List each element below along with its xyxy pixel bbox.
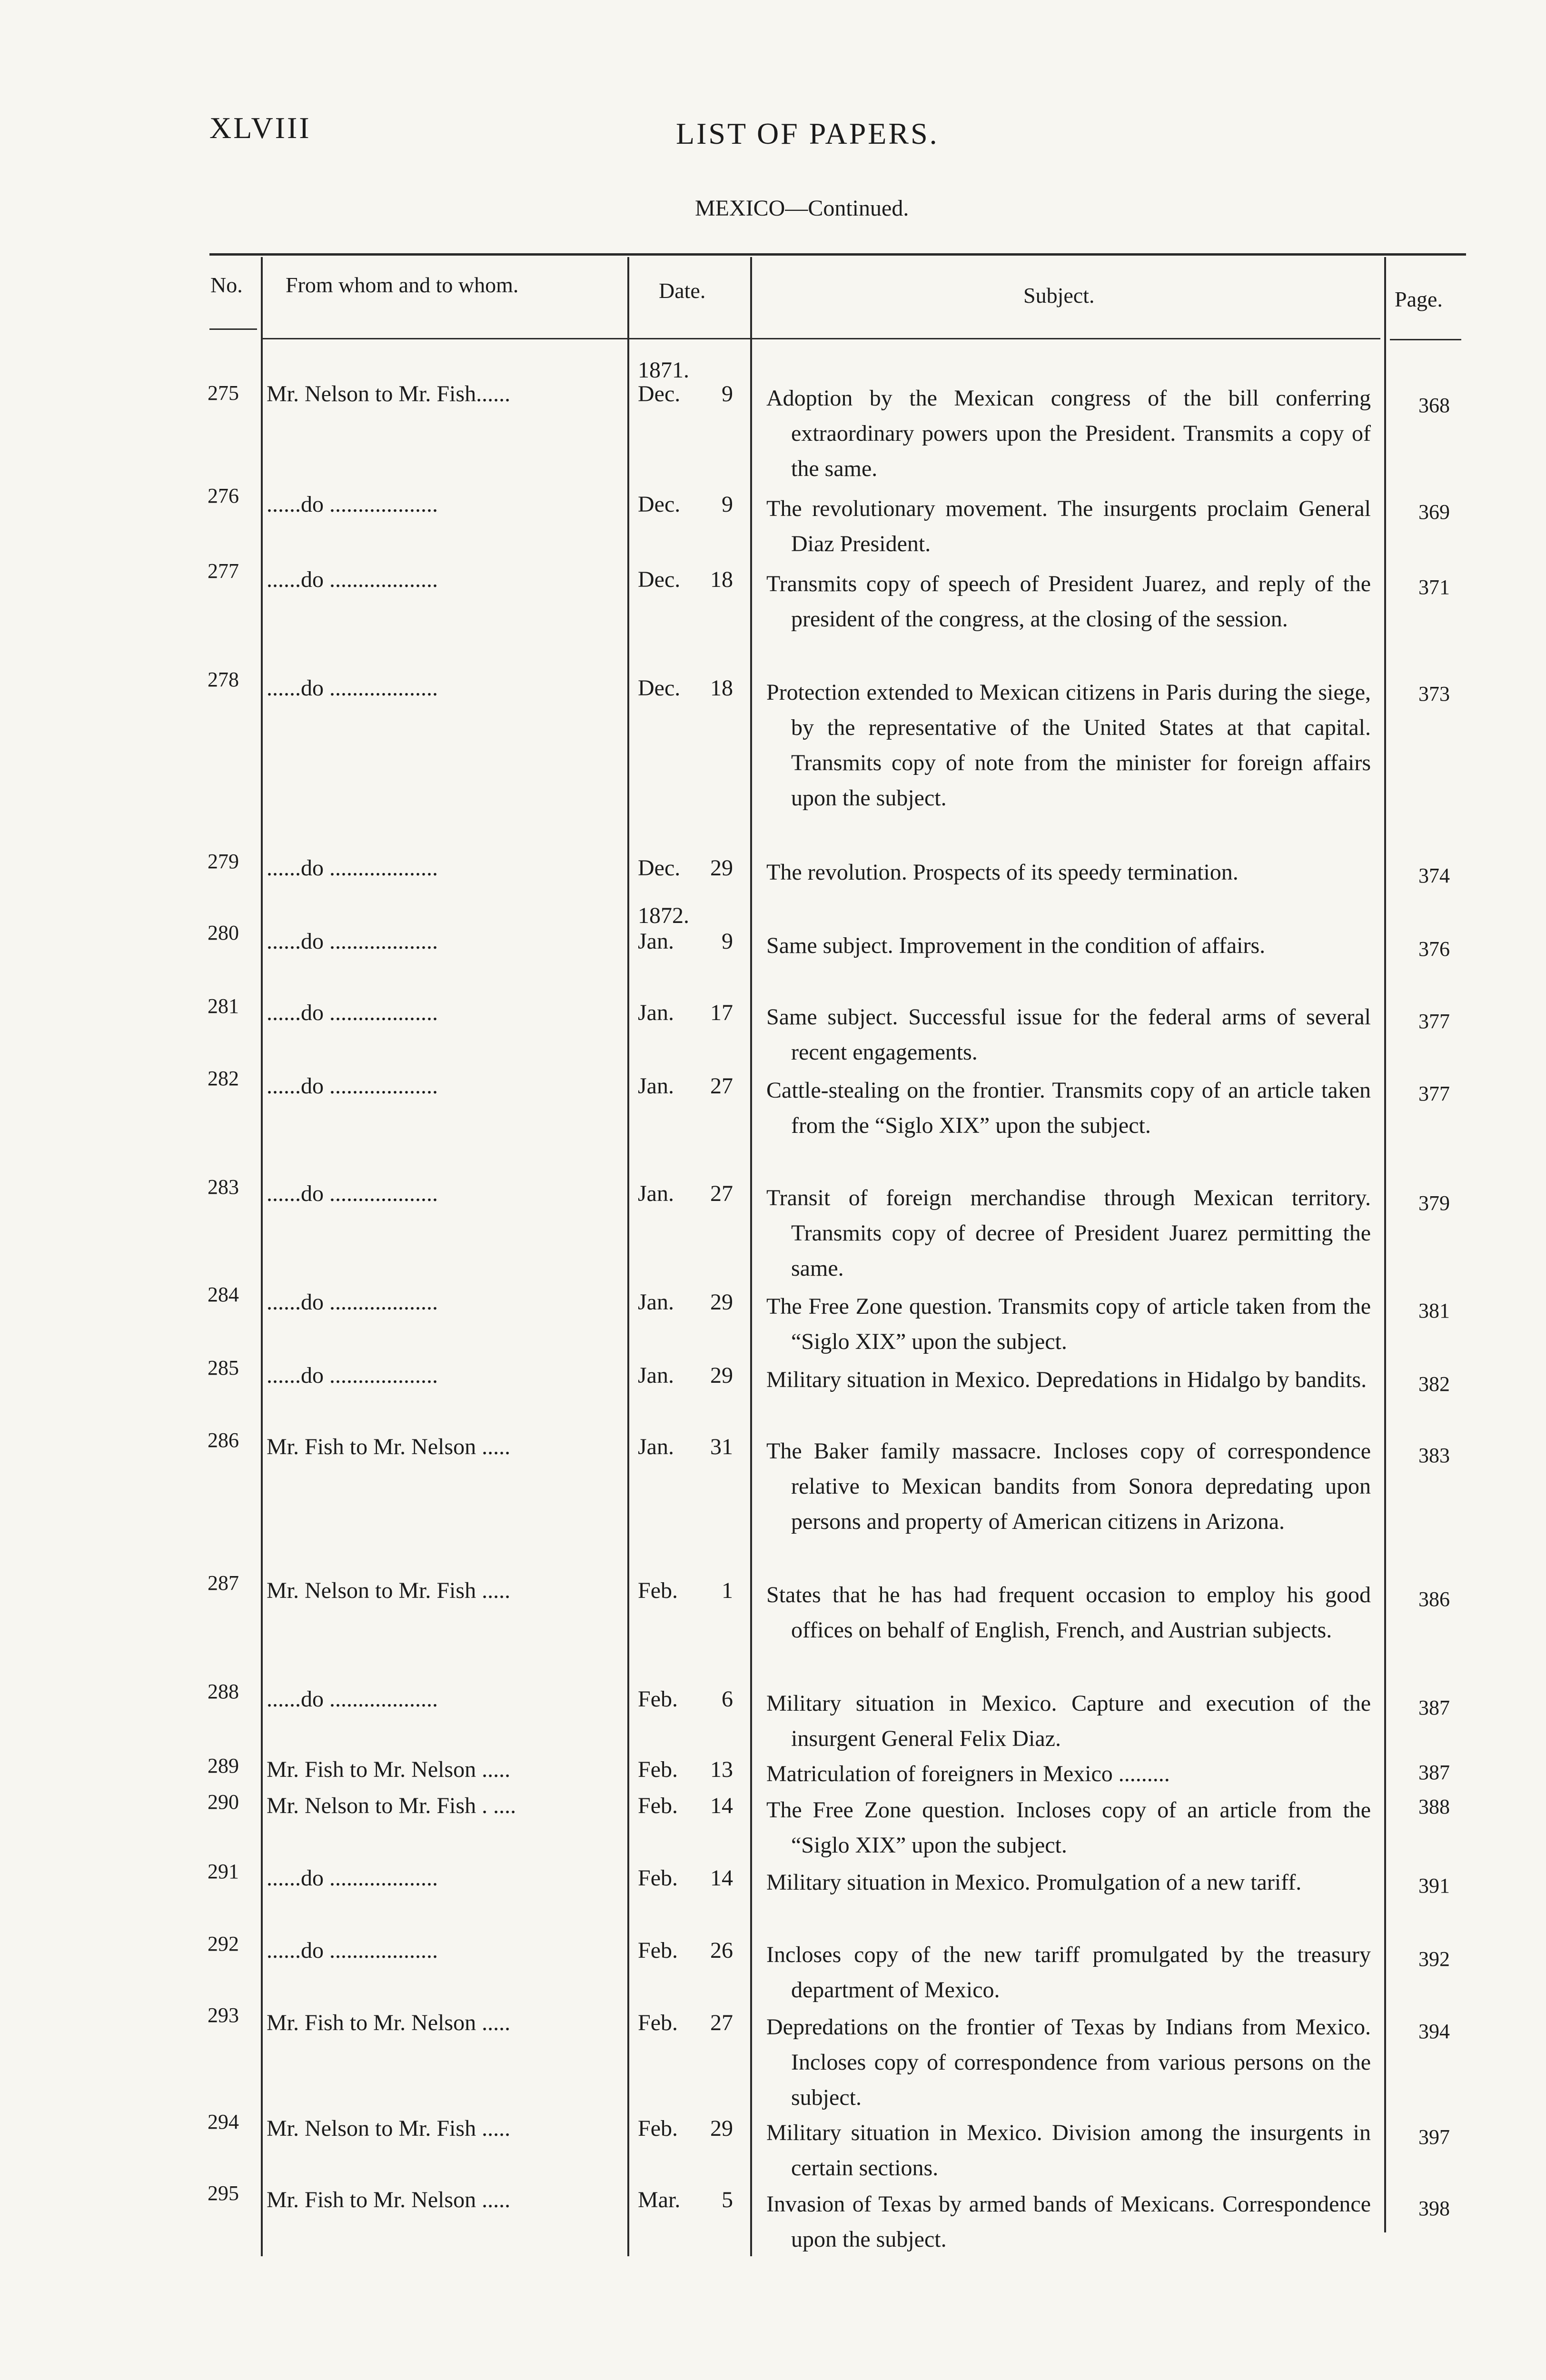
header-bottom-rule-page <box>1390 339 1461 340</box>
row-day: 9 <box>722 381 733 407</box>
row-page: 374 <box>1418 864 1450 887</box>
column-header-page: Page. <box>1395 287 1443 311</box>
row-day: 27 <box>710 1073 733 1099</box>
row-number: 275 <box>208 381 239 405</box>
row-day: 29 <box>710 1363 733 1388</box>
row-day: 9 <box>722 492 733 517</box>
row-page: 388 <box>1418 1795 1450 1818</box>
row-number: 278 <box>208 668 239 691</box>
row-month: Jan. <box>638 1363 674 1388</box>
row-number: 276 <box>208 484 239 507</box>
row-month: Dec. <box>638 381 681 407</box>
row-correspondents: ......do ................... <box>267 1865 438 1891</box>
row-page: 373 <box>1418 682 1450 705</box>
header-bottom-rule-no <box>209 328 257 330</box>
row-page: 394 <box>1418 2020 1450 2043</box>
row-number: 282 <box>208 1067 239 1090</box>
row-subject: Depredations on the frontier of Texas by Indians from Mexico. Incloses copy of correspondence from various persons on the subject. <box>766 2014 1371 2110</box>
row-subject: Protection extended to Mexican citizens in Paris during the siege, by the representative of the United States at that capital. Transmits copy of note from the minister for foreign affairs upon the subject. <box>766 680 1371 811</box>
row-number: 292 <box>208 1932 239 1955</box>
row-page: 371 <box>1418 575 1450 599</box>
row-month: Feb. <box>638 1578 678 1603</box>
row-subject: Matriculation of foreigners in Mexico ......... <box>766 1761 1170 1786</box>
row-subject: The Free Zone question. Incloses copy of an article from the “Siglo XIX” upon the subject. <box>766 1797 1371 1858</box>
row-number: 290 <box>208 1790 239 1814</box>
row-number: 286 <box>208 1428 239 1452</box>
row-month: Dec. <box>638 675 681 701</box>
row-number: 293 <box>208 2003 239 2027</box>
row-subject: Adoption by the Mexican congress of the bill conferring extraordinary powers upon the President. Transmits a copy of the same. <box>766 386 1371 481</box>
row-page: 369 <box>1418 500 1450 524</box>
column-divider-2 <box>627 257 629 2256</box>
row-correspondents: Mr. Nelson to Mr. Fish ..... <box>267 1578 511 1603</box>
row-day: 17 <box>710 1000 733 1025</box>
column-header-from: From whom and to whom. <box>286 273 519 297</box>
row-page: 382 <box>1418 1372 1450 1396</box>
row-page: 379 <box>1418 1191 1450 1215</box>
row-day: 18 <box>710 675 733 701</box>
column-divider-1 <box>261 257 263 2256</box>
row-month: Jan. <box>638 1289 674 1315</box>
row-month: Dec. <box>638 492 681 517</box>
column-divider-4 <box>1384 257 1386 2232</box>
row-number: 277 <box>208 559 239 583</box>
row-correspondents: Mr. Fish to Mr. Nelson ..... <box>267 1757 511 1782</box>
table-top-rule <box>209 253 1466 256</box>
row-correspondents: ......do ................... <box>267 1000 438 1025</box>
page-number: XLVIII <box>209 111 311 145</box>
row-subject: The Baker family massacre. Incloses copy of correspondence relative to Mexican bandits from Sonora depredating upon persons and property of American citizens in Arizona. <box>766 1438 1371 1534</box>
row-day: 13 <box>710 1757 733 1782</box>
row-page: 391 <box>1418 1874 1450 1897</box>
row-correspondents: ......do ................... <box>267 855 438 881</box>
row-month: Feb. <box>638 1865 678 1891</box>
row-subject: Same subject. Improvement in the condition of affairs. <box>766 933 1266 958</box>
row-month: Dec. <box>638 855 681 881</box>
row-correspondents: Mr. Nelson to Mr. Fish . .... <box>267 1793 516 1818</box>
row-number: 287 <box>208 1571 239 1595</box>
row-number: 284 <box>208 1283 239 1306</box>
row-subject: The revolutionary movement. The insurgents proclaim General Diaz President. <box>766 496 1371 556</box>
row-subject: The revolution. Prospects of its speedy termination. <box>766 860 1239 885</box>
row-month: Jan. <box>638 929 674 954</box>
row-number: 295 <box>208 2182 239 2205</box>
row-subject: Transit of foreign merchandise through Mexican territory. Transmits copy of decree of President Juarez permitting the same. <box>766 1185 1371 1281</box>
row-page: 387 <box>1418 1761 1450 1784</box>
row-subject: Military situation in Mexico. Division among the insurgents in certain sections. <box>766 2120 1371 2181</box>
row-subject: Military situation in Mexico. Capture and execution of the insurgent General Felix Diaz. <box>766 1691 1371 1751</box>
row-page: 387 <box>1418 1696 1450 1719</box>
row-number: 280 <box>208 921 239 944</box>
row-day: 9 <box>722 929 733 954</box>
row-month: Feb. <box>638 1757 678 1782</box>
row-day: 29 <box>710 855 733 881</box>
row-page: 397 <box>1418 2125 1450 2149</box>
row-page: 368 <box>1418 394 1450 417</box>
row-correspondents: ......do ................... <box>267 567 438 592</box>
row-page: 398 <box>1418 2197 1450 2220</box>
row-correspondents: ......do ................... <box>267 1181 438 1206</box>
row-correspondents: ......do ................... <box>267 929 438 954</box>
section-subtitle: MEXICO—Continued. <box>695 196 909 221</box>
row-correspondents: Mr. Nelson to Mr. Fish ..... <box>267 2116 511 2141</box>
row-correspondents: Mr. Fish to Mr. Nelson ..... <box>267 1434 511 1459</box>
row-day: 27 <box>710 1181 733 1206</box>
row-number: 281 <box>208 994 239 1018</box>
row-correspondents: Mr. Fish to Mr. Nelson ..... <box>267 2010 511 2035</box>
row-correspondents: ......do ................... <box>267 1073 438 1099</box>
row-month: Mar. <box>638 2187 681 2212</box>
row-number: 294 <box>208 2110 239 2133</box>
row-number: 289 <box>208 1754 239 1777</box>
row-subject: Cattle-stealing on the frontier. Transmits copy of an article taken from the “Siglo XIX” upon the subject. <box>766 1078 1371 1138</box>
row-number: 283 <box>208 1175 239 1199</box>
row-page: 377 <box>1418 1082 1450 1105</box>
row-month: Jan. <box>638 1434 674 1459</box>
row-year: 1871. <box>638 357 689 383</box>
row-page: 386 <box>1418 1587 1450 1611</box>
row-page: 383 <box>1418 1444 1450 1467</box>
row-day: 29 <box>710 1289 733 1315</box>
row-page: 377 <box>1418 1010 1450 1033</box>
row-subject: Incloses copy of the new tariff promulgated by the treasury department of Mexico. <box>766 1942 1371 2003</box>
row-correspondents: ......do ................... <box>267 492 438 517</box>
column-header-no: No. <box>210 273 243 297</box>
row-number: 288 <box>208 1680 239 1703</box>
row-day: 14 <box>710 1793 733 1818</box>
column-header-subject: Subject. <box>1023 283 1095 307</box>
row-correspondents: ......do ................... <box>267 1363 438 1388</box>
page-title: LIST OF PAPERS. <box>676 117 939 150</box>
row-page: 381 <box>1418 1299 1450 1322</box>
row-number: 279 <box>208 850 239 873</box>
row-month: Dec. <box>638 567 681 592</box>
row-month: Jan. <box>638 1000 674 1025</box>
row-subject: Military situation in Mexico. Promulgation of a new tariff. <box>766 1870 1302 1895</box>
row-correspondents: ......do ................... <box>267 675 438 701</box>
row-day: 14 <box>710 1865 733 1891</box>
row-correspondents: ......do ................... <box>267 1686 438 1712</box>
row-number: 291 <box>208 1860 239 1883</box>
row-subject: Same subject. Successful issue for the federal arms of several recent engagements. <box>766 1004 1371 1065</box>
row-subject: The Free Zone question. Transmits copy of article taken from the “Siglo XIX” upon the subject. <box>766 1294 1371 1354</box>
row-month: Jan. <box>638 1181 674 1206</box>
row-month: Feb. <box>638 1938 678 1963</box>
row-month: Feb. <box>638 1793 678 1818</box>
row-day: 5 <box>722 2187 733 2212</box>
row-month: Feb. <box>638 1686 678 1712</box>
row-month: Feb. <box>638 2116 678 2141</box>
row-correspondents: Mr. Fish to Mr. Nelson ..... <box>267 2187 511 2212</box>
column-header-date: Date. <box>659 278 706 303</box>
row-month: Feb. <box>638 2010 678 2035</box>
row-subject: Military situation in Mexico. Depredations in Hidalgo by bandits. <box>766 1367 1367 1392</box>
row-subject: Transmits copy of speech of President Juarez, and reply of the president of the congress, at the closing of the session. <box>766 571 1371 632</box>
row-month: Jan. <box>638 1073 674 1099</box>
row-number: 285 <box>208 1356 239 1379</box>
row-day: 27 <box>710 2010 733 2035</box>
row-day: 18 <box>710 567 733 592</box>
row-day: 6 <box>722 1686 733 1712</box>
row-year: 1872. <box>638 903 689 928</box>
row-day: 1 <box>722 1578 733 1603</box>
row-correspondents: ......do ................... <box>267 1938 438 1963</box>
row-day: 29 <box>710 2116 733 2141</box>
row-page: 392 <box>1418 1947 1450 1971</box>
row-correspondents: ......do ................... <box>267 1289 438 1315</box>
row-correspondents: Mr. Nelson to Mr. Fish...... <box>267 381 511 407</box>
row-subject: States that he has had frequent occasion to employ his good offices on behalf of English, French, and Austrian subjects. <box>766 1582 1371 1643</box>
row-day: 31 <box>710 1434 733 1459</box>
header-bottom-rule-main <box>262 338 1380 339</box>
row-subject: Invasion of Texas by armed bands of Mexicans. Correspondence upon the subject. <box>766 2192 1371 2252</box>
row-day: 26 <box>710 1938 733 1963</box>
row-page: 376 <box>1418 937 1450 961</box>
column-divider-3 <box>750 257 752 2256</box>
